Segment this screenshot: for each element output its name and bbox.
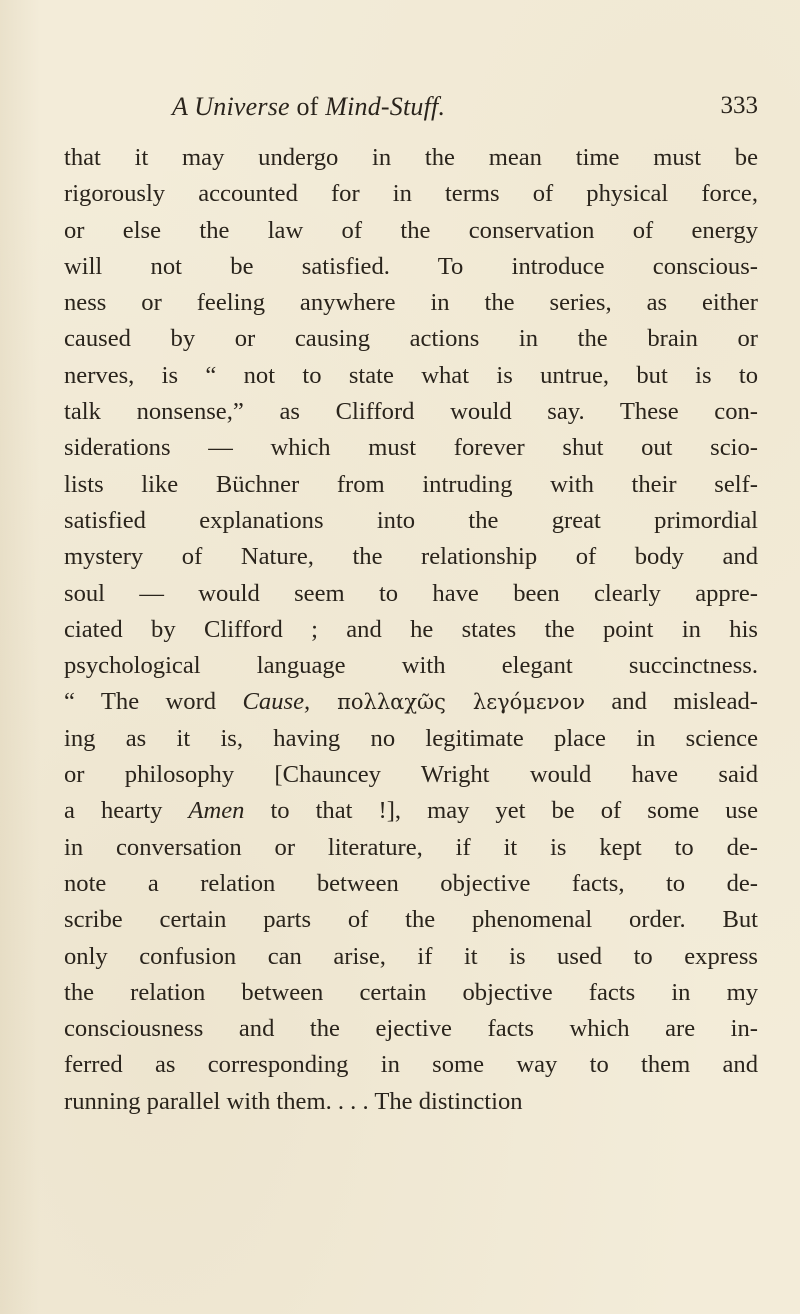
text-line: siderations — which must forever shut out scio- <box>64 434 758 462</box>
text-line: mystery of Nature, the relationship of body and <box>64 543 758 571</box>
text-line: scribe certain parts of the phenomenal order. But <box>64 906 758 934</box>
text-line: or philosophy [Chauncey Wright would have said <box>64 761 758 789</box>
text-line: ciated by Clifford ; and he states the point in his <box>64 615 758 643</box>
text-line-last: running parallel with them. . . . The distinction <box>64 1087 523 1115</box>
text-line: or else the law of the conservation of energy <box>64 216 758 244</box>
text-line: caused by or causing actions in the brain or <box>64 325 758 353</box>
line-segment: and mislead- <box>584 688 758 716</box>
text-line: lists like Büchner from intruding with their self- <box>64 470 758 498</box>
body-text <box>64 140 758 1120</box>
running-head <box>64 92 758 132</box>
text-line: ing as it is, having no legitimate place in science <box>64 724 758 752</box>
line-segment: to that !], may yet be of some use <box>244 797 758 825</box>
line-segment: a hearty <box>64 797 189 825</box>
text-line: note a relation between objective facts, to de- <box>64 869 758 897</box>
line-segment: “ The word <box>64 688 243 716</box>
text-line: nerves, is “ not to state what is untrue, but is to <box>64 361 758 389</box>
text-line-quote-start <box>64 684 758 720</box>
text-line: soul — would seem to have been clearly appre- <box>64 579 758 607</box>
text-line: only confusion can arise, if it is used to express <box>64 942 758 970</box>
text-line: satisfied explanations into the great primordial <box>64 506 758 534</box>
text-line: ferred as corresponding in some way to them and <box>64 1051 758 1079</box>
title-part-3: Mind-Stuff. <box>318 92 446 121</box>
text-line: will not be satisfied. To introduce conscious- <box>64 252 758 280</box>
italic-term-amen: Amen <box>188 797 245 825</box>
italic-term-cause: Cause, <box>242 688 311 716</box>
text-line: rigorously accounted for in terms of physical force, <box>64 180 758 208</box>
greek-phrase: πολλαχῶς λεγόμενον <box>310 690 585 715</box>
text-line: the relation between certain objective facts in my <box>64 978 758 1006</box>
text-line: ness or feeling anywhere in the series, as either <box>64 289 758 317</box>
text-line-amen <box>64 793 758 829</box>
text-line: in conversation or literature, if it is kept to de- <box>64 833 758 861</box>
page-edge-shading <box>0 0 40 1314</box>
page-number: 333 <box>720 92 758 119</box>
title-part-2: of <box>296 92 319 121</box>
text-line: consciousness and the ejective facts which are in- <box>64 1015 758 1043</box>
chapter-title <box>172 92 445 122</box>
text-line: psychological language with elegant succinctness. <box>64 652 758 680</box>
text-line: that it may undergo in the mean time must be <box>64 144 758 171</box>
text-line: talk nonsense,” as Clifford would say. These con- <box>64 398 758 426</box>
title-part-1: A Universe <box>172 92 297 121</box>
